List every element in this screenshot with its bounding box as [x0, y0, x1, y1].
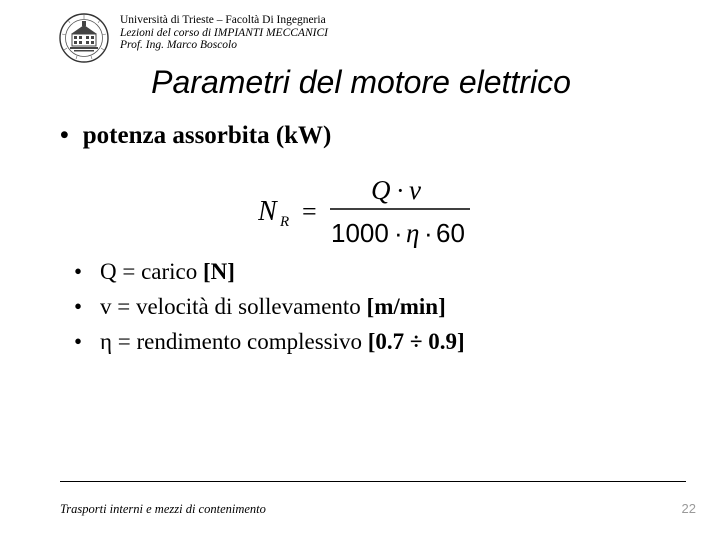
bullet-dot-icon: • [60, 122, 69, 149]
footer-divider [60, 481, 686, 482]
list-item-unit: [m/min] [366, 294, 446, 319]
list-item [74, 289, 465, 324]
formula-denominator-60: 60 [436, 218, 465, 248]
variable-list [74, 254, 465, 359]
formula-equals: = [302, 197, 317, 226]
footer-course-name: Trasporti interni e mezzi di contenimento [60, 502, 266, 516]
formula-denominator-1000: 1000 [331, 218, 389, 248]
page-number: 22 [681, 501, 696, 516]
main-bullet [60, 118, 331, 154]
slide-title: Parametri del motore elettrico [151, 64, 571, 100]
list-item-text: Q = carico [100, 259, 204, 284]
list-item-unit: [0.7 ÷ 0.9] [367, 329, 465, 354]
main-bullet-text: potenza assorbita (kW) [82, 122, 332, 149]
formula-denominator-dot2: · [424, 218, 433, 248]
formula-denominator-dot1: · [394, 218, 403, 248]
list-item-unit: [N] [203, 259, 235, 284]
formula-numerator-q: Q [371, 175, 391, 205]
formula-denominator-eta: η [406, 218, 420, 248]
university-seal-icon [58, 12, 110, 64]
formula-numerator-dot: · [396, 176, 405, 205]
formula-lhs-subscript: R [280, 214, 290, 230]
formula-lhs-symbol: N [258, 196, 277, 227]
header-block [120, 14, 328, 52]
bullet-dot-icon: • [74, 294, 83, 319]
list-item [74, 254, 465, 289]
header-professor: Prof. Ing. Marco Boscolo [120, 39, 238, 51]
bullet-dot-icon: • [74, 259, 83, 284]
formula-numerator-v: v [409, 175, 421, 205]
list-item-text: η = rendimento complessivo [100, 329, 368, 354]
bullet-dot-icon: • [74, 329, 83, 354]
header-university: Università di Trieste – Facoltà Di Ingegneria [120, 14, 326, 26]
list-item-text: v = velocità di sollevamento [100, 294, 367, 319]
power-formula [258, 170, 478, 250]
list-item [74, 324, 465, 359]
header-course: Lezioni del corso di IMPIANTI MECCANICI [120, 26, 328, 39]
